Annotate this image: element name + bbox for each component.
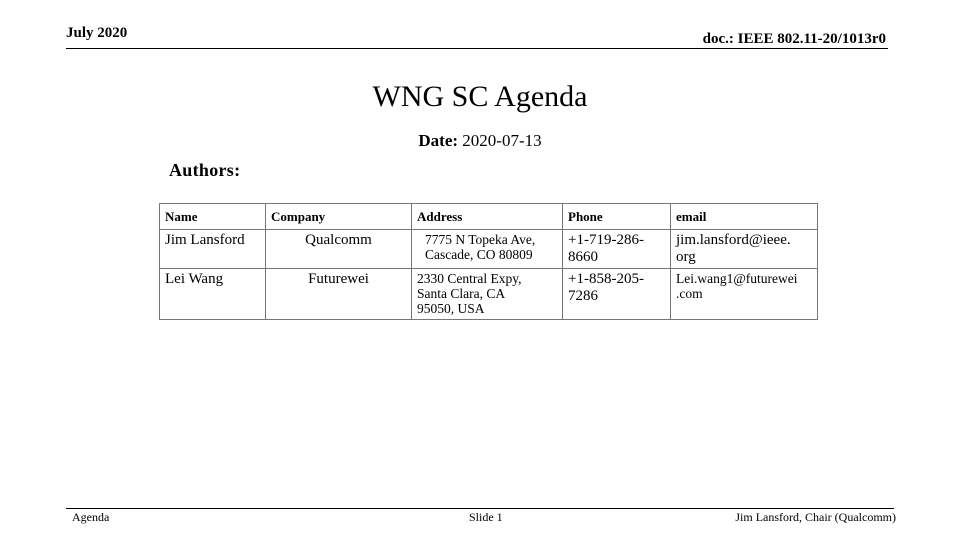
slide-title: WNG SC Agenda: [372, 80, 588, 113]
phone-line: 8660: [568, 249, 598, 265]
author-company: Futurewei: [266, 269, 412, 320]
column-header-name: Name: [160, 204, 266, 230]
table-row: [160, 230, 818, 269]
address-line: 95050, USA: [417, 301, 485, 316]
address-line: Cascade, CO 80809: [425, 247, 533, 262]
author-name: Jim Lansford: [160, 230, 266, 269]
author-email: [671, 269, 818, 320]
address-line: 7775 N Topeka Ave,: [425, 232, 536, 247]
date-label: Date:: [418, 131, 459, 150]
email-line: jim.lansford@ieee.: [676, 232, 791, 248]
phone-line: +1-719-286-: [568, 232, 644, 248]
column-header-phone: Phone: [563, 204, 671, 230]
phone-line: +1-858-205-: [568, 271, 644, 287]
email-line: .com: [676, 286, 703, 301]
column-header-company: Company: [266, 204, 412, 230]
footer-section: Agenda: [72, 510, 110, 524]
date-line: [0, 131, 960, 151]
email-line: org: [676, 249, 696, 265]
footer-divider: [66, 508, 894, 509]
author-phone: [563, 230, 671, 269]
phone-line: 7286: [568, 288, 598, 304]
column-header-address: Address: [412, 204, 563, 230]
table-row: [160, 269, 818, 320]
table-header-row: [160, 204, 818, 230]
slide-number: Slide 1: [469, 510, 503, 524]
header-date: July 2020: [66, 25, 128, 41]
author-address: [412, 230, 563, 269]
author-address: [412, 269, 563, 320]
authors-heading: Authors:: [169, 160, 241, 180]
address-line: 2330 Central Expy,: [417, 271, 522, 286]
authors-table: [159, 203, 818, 320]
column-header-email: email: [671, 204, 818, 230]
address-line: Santa Clara, CA: [417, 286, 506, 301]
author-phone: [563, 269, 671, 320]
email-line: Lei.wang1@futurewei: [676, 271, 798, 286]
date-value: 2020-07-13: [462, 131, 542, 150]
author-company: Qualcomm: [266, 230, 412, 269]
author-name: Lei Wang: [160, 269, 266, 320]
footer-author: Jim Lansford, Chair (Qualcomm): [735, 510, 896, 524]
header-divider: [66, 48, 888, 49]
author-email: [671, 230, 818, 269]
document-id: doc.: IEEE 802.11-20/1013r0: [702, 31, 886, 47]
